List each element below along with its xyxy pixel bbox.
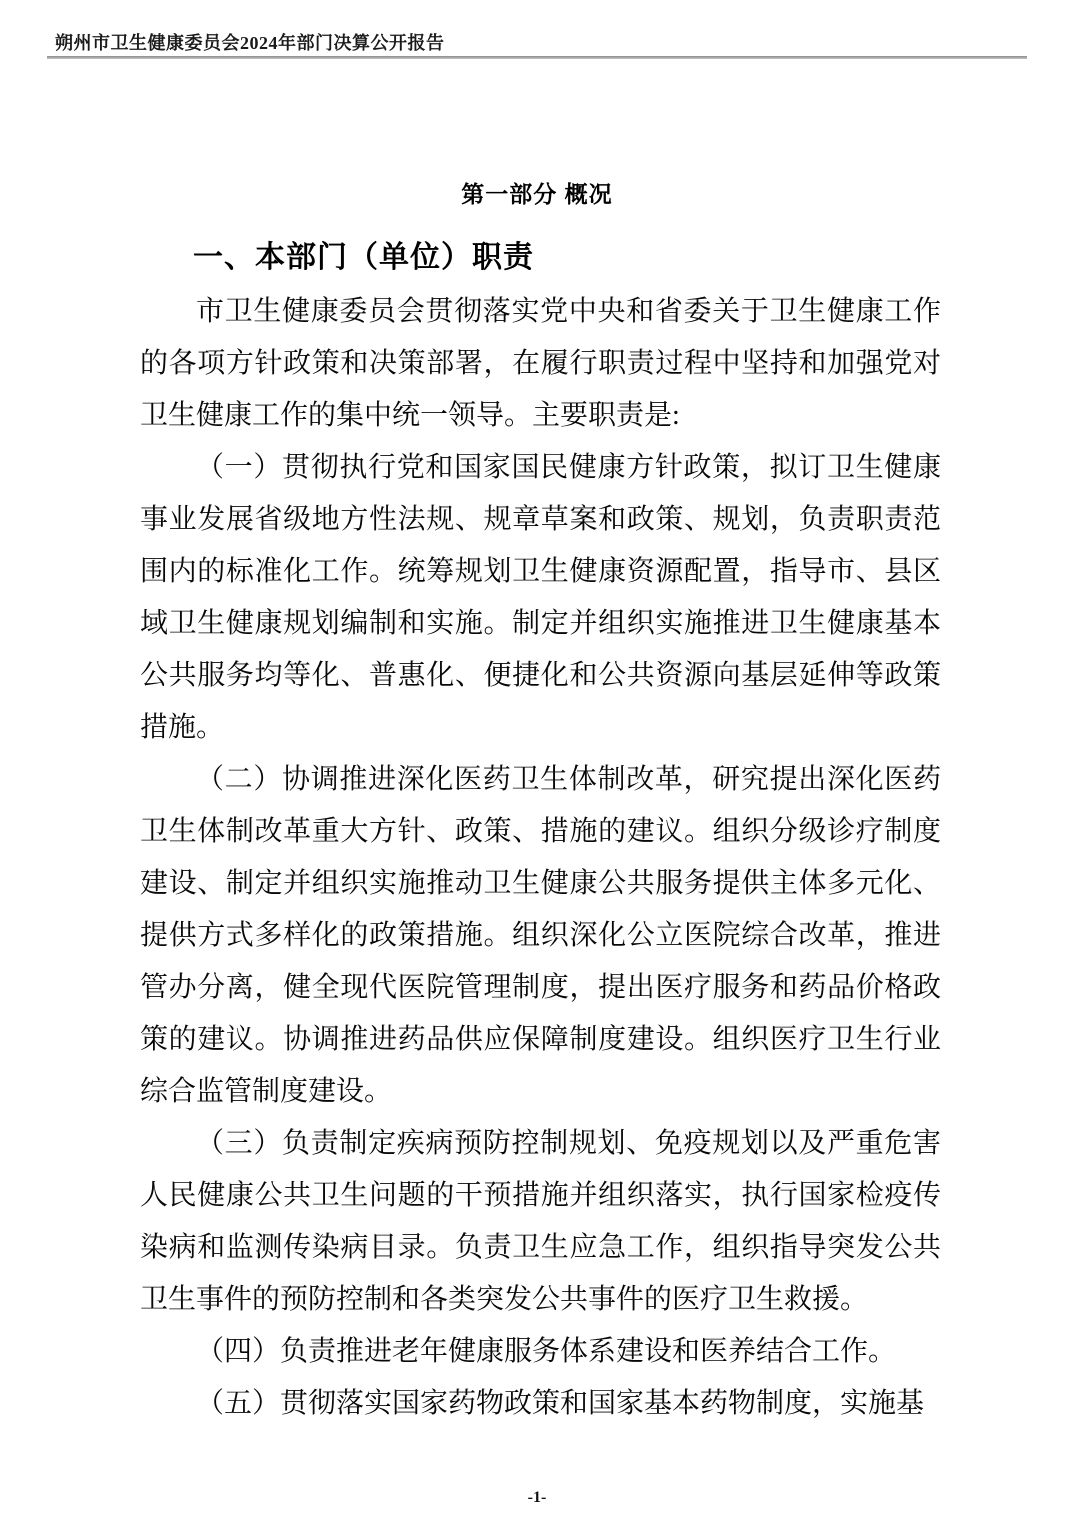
- section-heading: 一、本部门（单位）职责: [193, 241, 534, 274]
- body-paragraph: （三）负责制定疾病预防控制规划、免疫规划以及严重危害人民健康公共卫生问题的干预措施并组织落实，执行国家检疫传染病和监测传染病目录。负责卫生应急工作，组织指导突发公共卫生事件的预防控制和各类突发公共事件的医疗卫生救援。: [140, 1128, 941, 1315]
- body-paragraph: （二）协调推进深化医药卫生体制改革，研究提出深化医药卫生体制改革重大方针、政策、措施的建议。组织分级诊疗制度建设、制定并组织实施推动卫生健康公共服务提供主体多元化、提供方式多样化的政策措施。组织深化公立医院综合改革，推进管办分离，健全现代医院管理制度，提出医疗服务和药品价格政策的建议。协调推进药品供应保障制度建设。组织医疗卫生行业综合监管制度建设。: [140, 764, 941, 1107]
- page-footer: [0, 1489, 1074, 1507]
- body-paragraph: （四）负责推进老年健康服务体系建设和医养结合工作。: [196, 1336, 897, 1367]
- document-body: [140, 286, 941, 1430]
- document-title: 第一部分 概况: [461, 181, 613, 207]
- body-paragraph: （一）贯彻执行党和国家国民健康方针政策，拟订卫生健康事业发展省级地方性法规、规章草案和政策、规划，负责职责范围内的标准化工作。统筹规划卫生健康资源配置，指导市、县区域卫生健康规划编制和实施。制定并组织实施推进卫生健康基本公共服务均等化、普惠化、便捷化和公共资源向基层延伸等政策措施。: [140, 452, 941, 743]
- header-divider: [47, 56, 1027, 59]
- header-title: 朔州市卫生健康委员会2024年部门决算公开报告: [55, 33, 445, 53]
- page-header: [55, 29, 1027, 55]
- page-number: -1-: [527, 1489, 547, 1506]
- body-paragraph: 市卫生健康委员会贯彻落实党中央和省委关于卫生健康工作的各项方针政策和决策部署，在履行职责过程中坚持和加强党对卫生健康工作的集中统一领导。主要职责是:: [140, 296, 941, 431]
- body-paragraph: （五）贯彻落实国家药物政策和国家基本药物制度，实施基: [196, 1388, 925, 1419]
